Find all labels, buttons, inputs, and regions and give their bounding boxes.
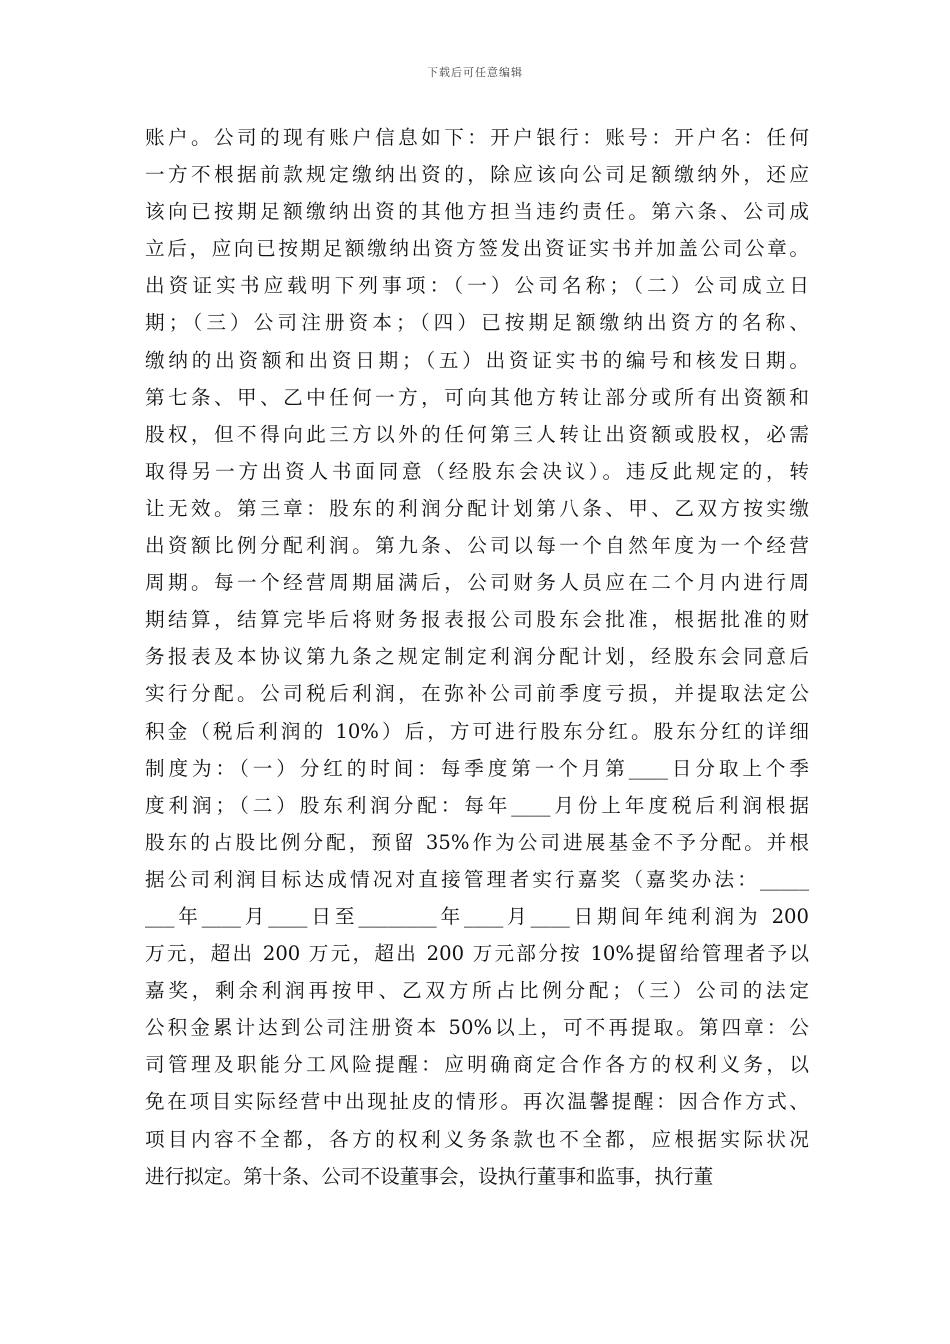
text-line: 据公司利润目标达成情况对直接管理者实行嘉奖（嘉奖办法：_____	[145, 867, 809, 891]
text-line: 该向已按期足额缴纳出资的其他方担当违约责任。第六条、公司成	[145, 200, 809, 224]
text-line: 一方不根据前款规定缴纳出资的，除应该向公司足额缴纳外，还应	[145, 163, 809, 187]
text-line: 制度为：（一）分红的时间：每季度第一个月第____日分取上个季	[145, 756, 809, 780]
text-line: 股东的占股比例分配，预留 35%作为公司进展基金不予分配。并根	[145, 830, 809, 854]
text-line: 周期。每一个经营周期届满后，公司财务人员应在二个月内进行周	[145, 571, 809, 595]
text-line: 嘉奖，剩余利润再按甲、乙双方所占比例分配；（三）公司的法定	[145, 979, 809, 1003]
text-line: 账户。公司的现有账户信息如下：开户银行：账号：开户名：任何	[145, 126, 809, 149]
text-line: 免在项目实际经营中出现扯皮的情形。再次温馨提醒：因合作方式、	[145, 1090, 809, 1114]
text-line: 期结算，结算完毕后将财务报表报公司股东会批准，根据批准的财	[145, 608, 809, 632]
text-line: 让无效。第三章：股东的利润分配计划第八条、甲、乙双方按实缴	[145, 496, 809, 520]
text-line: 取得另一方出资人书面同意（经股东会决议）。违反此规定的，转	[145, 459, 809, 483]
text-line: 项目内容不全都，各方的权利义务条款也不全都，应根据实际状况	[145, 1127, 809, 1151]
text-line: 出资证实书应载明下列事项：（一）公司名称；（二）公司成立日	[145, 274, 809, 298]
page-header: 下载后可任意编辑	[427, 66, 523, 79]
text-line: 股权，但不得向此三方以外的任何第三人转让出资额或股权，必需	[145, 422, 809, 446]
text-line: 万元，超出 200 万元，超出 200 万元部分按 10%提留给管理者予以	[145, 942, 809, 966]
text-line: 出资额比例分配利润。第九条、公司以每一个自然年度为一个经营	[145, 534, 809, 558]
text-line: 公积金累计达到公司注册资本 50%以上，可不再提取。第四章：公	[145, 1016, 809, 1040]
text-line: 期；（三）公司注册资本；（四）已按期足额缴纳出资方的名称、	[145, 311, 809, 335]
text-line: 缴纳的出资额和出资日期；（五）出资证实书的编号和核发日期。	[145, 348, 809, 372]
text-line: 积金（税后利润的 10%）后，方可进行股东分红。股东分红的详细	[145, 719, 809, 743]
text-line: 实行分配。公司税后利润，在弥补公司前季度亏损，并提取法定公	[145, 682, 809, 706]
body-text	[145, 119, 809, 1195]
text-line: 度利润；（二）股东利润分配：每年____月份上年度税后利润根据	[145, 793, 809, 817]
text-line: 司管理及职能分工风险提醒：应明确商定合作各方的权利义务，以	[145, 1053, 809, 1077]
text-line: 第七条、甲、乙中任何一方，可向其他方转让部分或所有出资额和	[145, 385, 809, 409]
text-line: 进行拟定。第十条、公司不设董事会，设执行董事和监事，执行董	[145, 1164, 714, 1188]
text-line: 立后，应向已按期足额缴纳出资方签发出资证实书并加盖公司公章。	[145, 237, 809, 261]
text-line: 务报表及本协议第九条之规定制定利润分配计划，经股东会同意后	[145, 645, 809, 669]
text-line: ___年____月____日至________年____月____日期间年纯利润为 200	[145, 904, 809, 928]
